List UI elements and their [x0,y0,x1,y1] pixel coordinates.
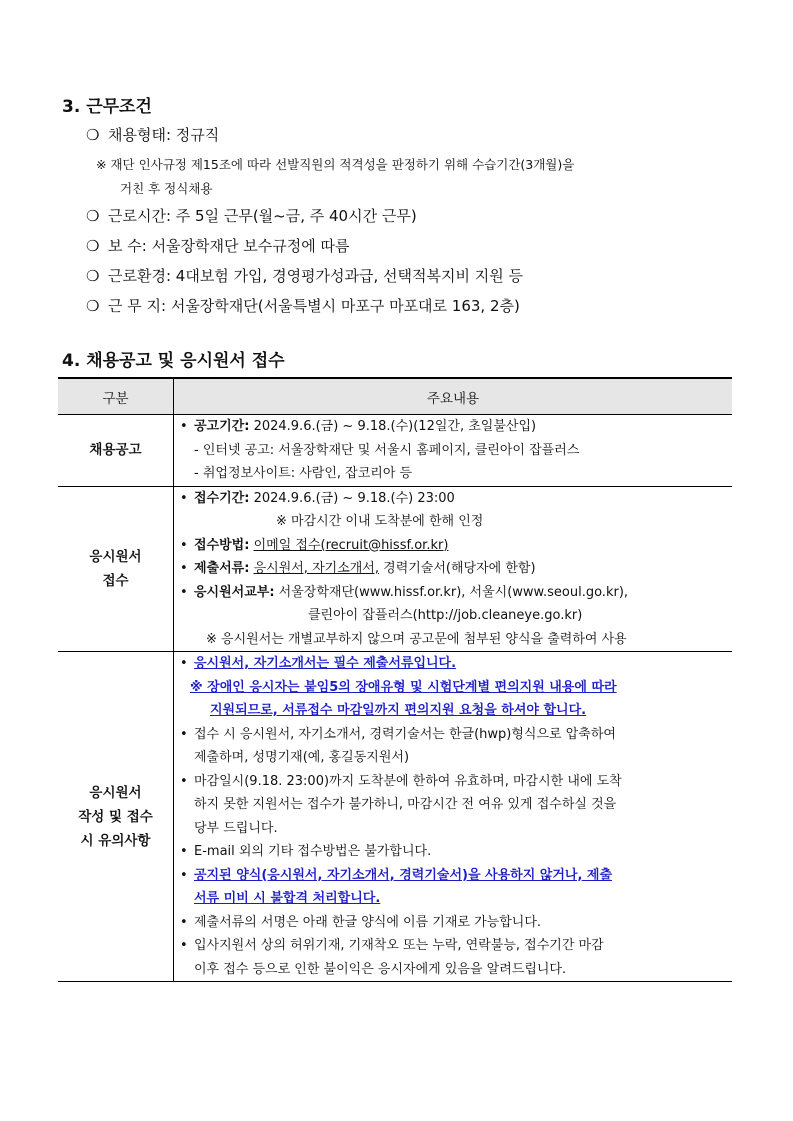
condition-text: 채용형태: 정규직 [108,126,220,144]
probation-note-line2: 거친 후 정식채용 [120,181,213,196]
condition-text: 근로환경: 4대보험 가입, 경영평가성과급, 선택적복지비 지원 등 [108,267,523,285]
condition-workplace [86,295,520,316]
application-cleaneye-link: 클린아이 잡플러스(http://job.cleaneye.go.kr) [308,608,583,623]
precaution-deadline-line2: 하지 못한 지원서는 접수가 불가하니, 마감시간 전 여유 있게 접수하실 것을 [194,797,617,812]
precaution-deadline-line3: 당부 드립니다. [194,820,278,836]
header-content: 주요내용 [174,378,733,415]
table-row-application [58,486,732,652]
precaution-signature: • 제출서류의 서명은 아래 한글 양식에 이름 기재로 가능합니다. [180,914,542,930]
content-application [174,486,733,652]
precaution-forms-line1: • 공지된 양식(응시원서, 자기소개서, 경력기술서)을 사용하지 않거나, 제출 [180,867,613,883]
application-deadline-note: ※ 마감시간 이내 도착분에 한해 인정 [276,514,484,529]
application-documents: • 제출서류: 응시원서, 자기소개서, 경력기술서(해당자에 한함) [180,561,536,576]
precaution-disability-line1: ※ 장애인 응시자는 붙임5의 장애유형 및 시험단계별 편의지원 내용에 따라 [190,679,617,695]
circle-bullet: ❍ [86,297,100,315]
content-announcement [174,415,733,487]
section3-title: 3. 근무조건 [62,97,152,117]
recruitment-table [58,377,732,982]
section4-title: 4. 채용공고 및 응시원서 접수 [62,351,285,371]
condition-text: 근 무 지: 서울장학재단(서울특별시 마포구 마포대로 163, 2층) [108,297,520,315]
category-precautions: 응시원서 작성 및 접수 시 유의사항 [58,652,174,982]
application-form-distribution: • 응시원서교부: 서울장학재단(www.hissf.or.kr), 서울시(www.seoul.go.kr), [180,584,629,600]
precaution-false-info-line2: 이후 접수 등으로 인한 불이익은 응시자에게 있음을 알려드립니다. [194,961,567,977]
circle-bullet: ❍ [86,237,100,255]
announcement-internet: - 인터넷 공고: 서울장학재단 및 서울시 홈페이지, 클린아이 잡플러스 [194,442,580,458]
table-row-announcement [58,415,732,487]
condition-working-hours [86,205,417,226]
condition-salary [86,235,349,256]
condition-environment [86,265,523,286]
condition-employment-type [86,124,219,145]
precaution-email-only: • E-mail 외의 기타 접수방법은 불가합니다. [180,844,432,859]
category-announcement: 채용공고 [58,415,174,487]
precaution-false-info-line1: • 입사지원서 상의 허위기재, 기재착오 또는 누락, 연락불능, 접수기간 마감 [180,938,604,953]
application-method: • 접수방법: 이메일 접수(recruit@hissf.or.kr) [180,537,449,553]
precaution-format-line2: 제출하며, 성명기재(예, 홍길동지원서) [194,750,410,765]
table-header-row [58,378,732,415]
condition-text: 보 수: 서울장학재단 보수규정에 따름 [108,237,350,255]
precaution-format-line1: • 접수 시 응시원서, 자기소개서, 경력기술서는 한글(hwp)형식으로 압축하여 [180,726,616,742]
application-period: • 접수기간: 2024.9.6.(금) ~ 9.18.(수) 23:00 [180,490,455,506]
category-application: 응시원서 접수 [58,486,174,652]
precaution-disability-line2: 지원되므로, 서류접수 마감일까지 편의지원 요청을 하셔야 합니다. [210,703,587,718]
circle-bullet: ❍ [86,207,100,225]
condition-text: 근로시간: 주 5일 근무(월~금, 주 40시간 근무) [108,207,417,225]
content-precautions [174,652,733,982]
announcement-period: • 공고기간: 2024.9.6.(금) ~ 9.18.(수)(12일간, 초일불산입) [180,419,537,434]
precaution-deadline-line1: • 마감일시(9.18. 23:00)까지 도착분에 한하여 유효하며, 마감시한 내에 도착 [180,773,622,789]
circle-bullet: ❍ [86,267,100,285]
table-row-precautions [58,652,732,982]
application-email[interactable]: 이메일 접수(recruit@hissf.or.kr) [253,537,449,553]
precaution-forms-line2: 서류 미비 시 불합격 처리합니다. [194,891,381,906]
application-form-note: ※ 응시원서는 개별교부하지 않으며 공고문에 첨부된 양식을 출력하여 사용 [206,631,627,647]
circle-bullet: ❍ [86,126,100,144]
announcement-job-sites: - 취업정보사이트: 사람인, 잡코리아 등 [194,466,413,481]
header-category: 구분 [58,378,174,415]
precaution-required-docs: • 응시원서, 자기소개서는 필수 제출서류입니다. [180,656,457,671]
probation-note-line1: ※ 재단 인사규정 제15조에 따라 선발직원의 적격성을 판정하기 위해 수습기간(3개월)을 [96,157,575,172]
